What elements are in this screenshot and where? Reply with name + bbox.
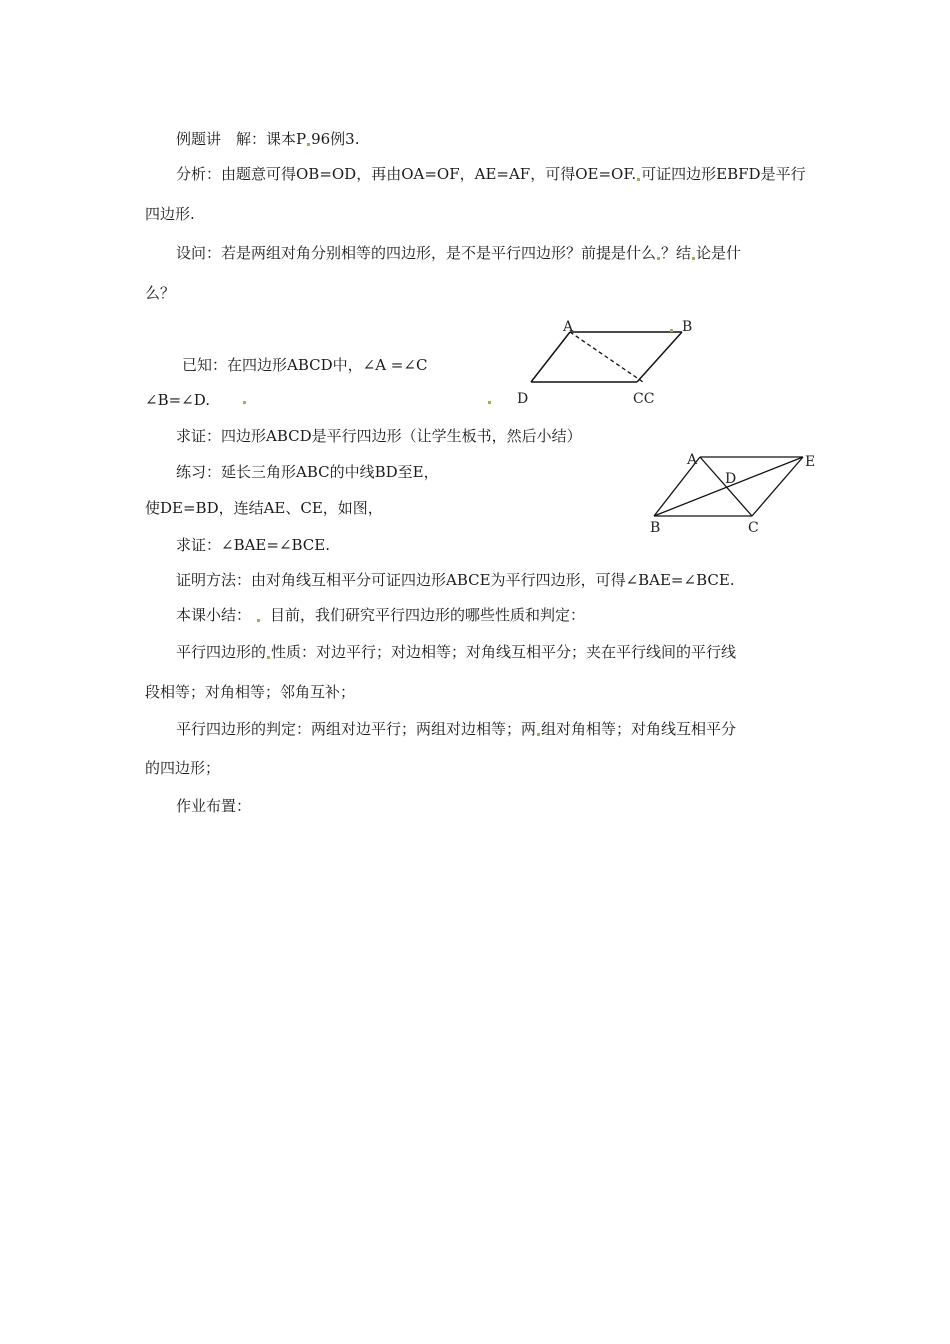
properties-line-cont: 段相等；对角相等；邻角互补；: [145, 683, 356, 701]
marker-dot: [488, 401, 491, 404]
parallelogram-figure: [505, 315, 705, 410]
marker-dot: [267, 656, 270, 659]
marker-dot: [537, 733, 540, 736]
example-line: 例题讲 解：课本P 96例3.: [176, 130, 360, 148]
question-line-cont: 么？: [145, 284, 176, 302]
marker-dot: [637, 178, 640, 181]
label-a: A: [563, 319, 574, 335]
label-d: D: [517, 391, 529, 407]
prove-line: 求证：四边形ABCD是平行四边形（让学生板书，然后小结）: [176, 427, 582, 445]
homework-line: 作业布置：: [176, 797, 252, 815]
given-line: 已知：在四边形ABCD中，∠A =∠C: [182, 356, 428, 374]
analysis-line: 分析：由题意可得OB=OD，再由OA=OF，AE=AF，可得OE=OF. 可证四边形EBFD是平行: [176, 165, 806, 183]
label-b: B: [682, 319, 693, 335]
marker-dot: [243, 401, 246, 404]
question-line: 设问：若是两组对角分别相等的四边形，是不是平行四边形？前提是什么 ？结 论是什: [176, 244, 742, 262]
criteria-line-cont: 的四边形；: [145, 759, 221, 777]
exercise-line-cont: 使DE=BD，连结AE、CE，如图，: [145, 499, 383, 517]
label-e: E: [805, 454, 816, 470]
label-c: CC: [633, 391, 655, 407]
triangle-extension-figure: [640, 448, 825, 538]
label-d: D: [725, 471, 737, 487]
label-a: A: [687, 452, 698, 468]
given-line-cont: ∠B=∠D.: [145, 391, 210, 409]
analysis-line-cont: 四边形.: [145, 205, 195, 223]
marker-dot: [657, 257, 660, 260]
label-c: C: [748, 520, 759, 536]
marker-dot: [307, 143, 310, 146]
marker-dot: [692, 257, 695, 260]
segment-ec: [752, 457, 803, 516]
criteria-line: 平行四边形的判定：两组对边平行；两组对边相等；两 组对角相等；对角线互相平分: [176, 720, 737, 738]
diagonal-ac: [570, 332, 643, 382]
marker-dot: [257, 619, 260, 622]
summary-line: 本课小结： 目前，我们研究平行四边形的哪些性质和判定：: [176, 606, 586, 624]
label-b: B: [650, 520, 661, 536]
proof-method-line: 证明方法：由对角线互相平分可证四边形ABCE为平行四边形，可得∠BAE=∠BCE.: [176, 571, 735, 589]
exercise-line: 练习：延长三角形ABC的中线BD至E，: [176, 463, 439, 481]
properties-line: 平行四边形的 性质：对边平行；对边相等；对角线互相平分；夹在平行线间的平行线: [176, 643, 737, 661]
marker-dot: [670, 329, 673, 332]
edge-bc: [637, 332, 682, 382]
edge-da: [531, 332, 570, 382]
prove-line-2: 求证：∠BAE=∠BCE.: [176, 536, 331, 554]
